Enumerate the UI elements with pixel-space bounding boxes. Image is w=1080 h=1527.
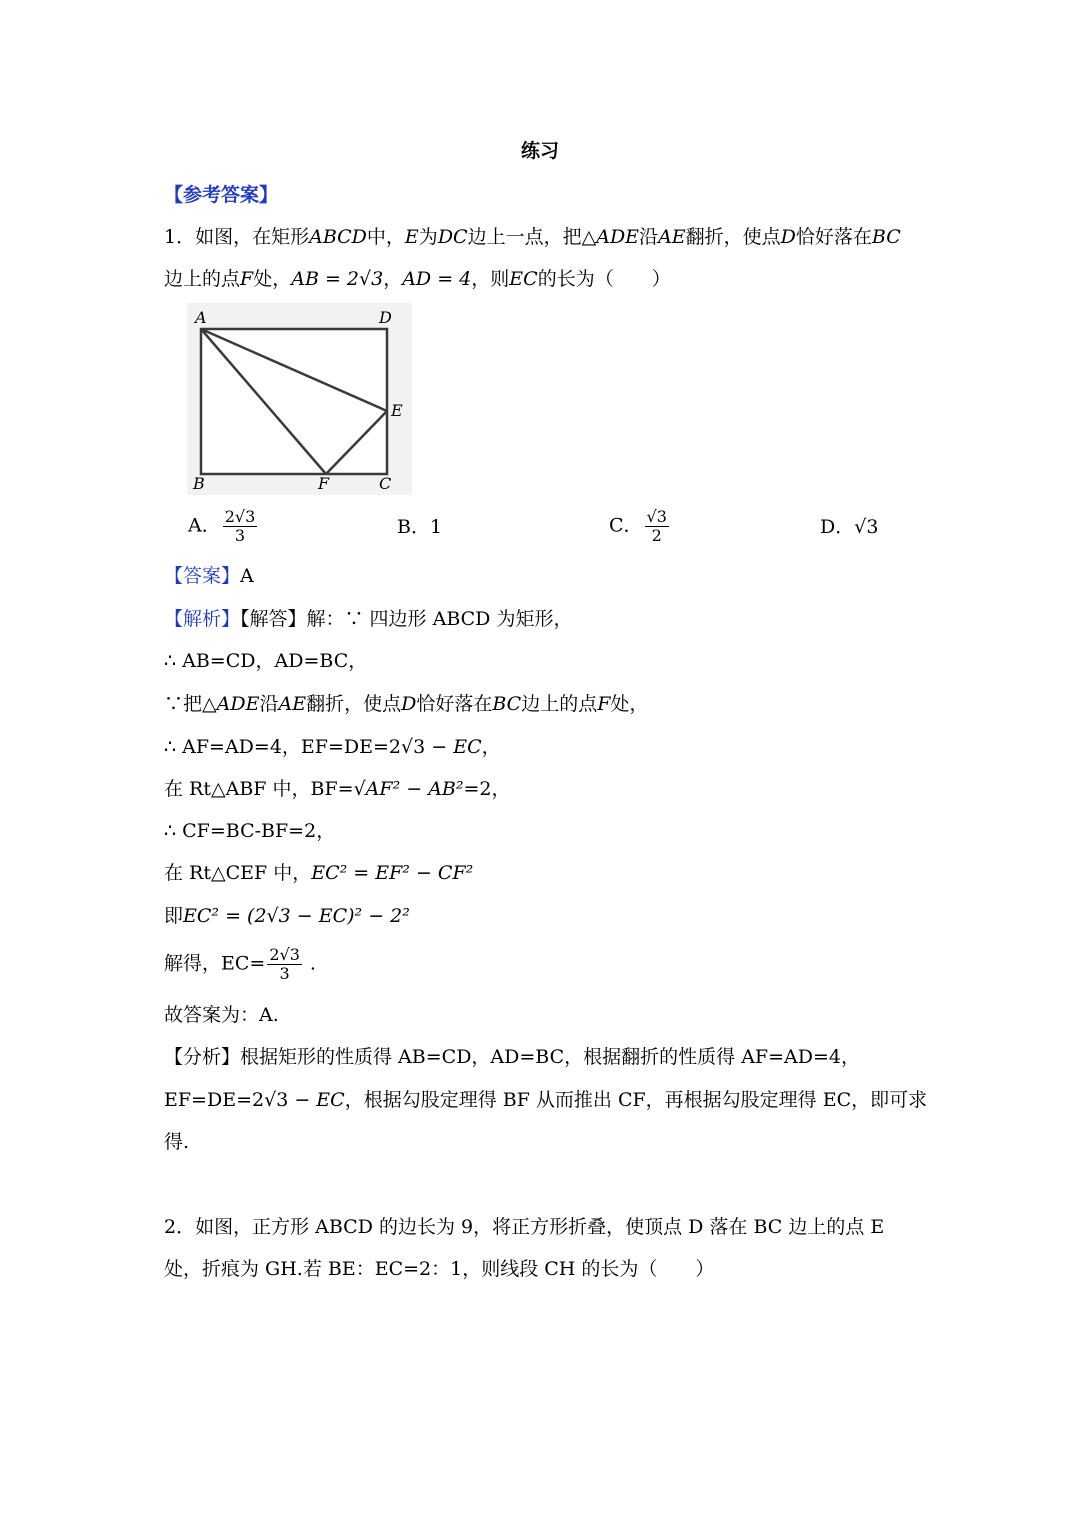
solution-line-2: ∴ AB=CD，AD=BC，: [164, 650, 368, 672]
solution-line-8: 即EC² = (2√3 − EC)² − 2²: [164, 905, 410, 927]
page-title: 练习: [520, 140, 559, 162]
solution-line-5: 在 Rt△ABF 中，BF=√AF² − AB²=2，: [164, 778, 511, 800]
option-a-fraction: $\frac{2√3}{3}$: [224, 507, 256, 545]
option-a[interactable]: A． $\frac{2√3}{3}$: [188, 507, 256, 545]
q2-line2: 处，折痕为 GH.若 BE：EC=2：1，则线段 CH 的长为（ ）: [164, 1258, 715, 1280]
q1-line1: 1．如图，在矩形ABCD中，E为DC边上一点，把△ADE沿AE翻折，使点D恰好落在BC: [164, 226, 901, 248]
q1-figure: [187, 303, 412, 495]
label-c: C: [379, 474, 392, 493]
solution-line-4: ∴ AF=AD=4，EF=DE=2√3 − EC，: [164, 736, 501, 758]
answer-value: A: [240, 565, 254, 587]
solution-line-9: 解得，EC= $\frac{2√3}{3}$ .: [164, 945, 316, 983]
analysis-line-1: 【分析】根据矩形的性质得 AB=CD，AD=BC，根据翻折的性质得 AF=AD=4，: [164, 1046, 860, 1068]
solution-line-3: ∵把△ADE沿AE翻折，使点D恰好落在BC边上的点F处，: [164, 693, 649, 715]
option-c[interactable]: C． $\frac{√3}{2}$: [609, 507, 667, 545]
option-c-fraction: $\frac{√3}{2}$: [646, 507, 667, 545]
solution-line-7: 在 Rt△CEF 中，EC² = EF² − CF²: [164, 862, 474, 884]
solution-line-6: ∴ CF=BC-BF=2，: [164, 820, 336, 842]
analysis-line-2: EF=DE=2√3 − EC，根据勾股定理得 BF 从而推出 CF，再根据勾股定理得 EC，即可求: [164, 1089, 928, 1111]
option-b[interactable]: B．1: [397, 516, 443, 538]
label-b: B: [193, 474, 205, 493]
reference-answer-header: 【参考答案】: [164, 184, 279, 206]
label-d: D: [379, 308, 392, 327]
solution-ec-fraction: $\frac{2√3}{3}$: [269, 945, 300, 983]
solution-label: 【解析】: [164, 608, 241, 630]
analysis-label: 【分析】: [164, 1046, 241, 1068]
label-e: E: [391, 401, 403, 420]
analysis-line-3: 得.: [164, 1131, 190, 1153]
answer-line: [164, 567, 254, 586]
label-a: A: [195, 308, 207, 327]
label-f: F: [318, 474, 330, 493]
rectangle-abcd: [201, 329, 387, 474]
answer-label: 【答案】: [164, 565, 241, 587]
q1-line2: 边上的点F处，AB = 2√3，AD = 4，则EC的长为（ ）: [164, 268, 671, 290]
q2-line1: 2．如图，正方形 ABCD 的边长为 9，将正方形折叠，使顶点 D 落在 BC 边上的点 E: [164, 1216, 885, 1238]
solution-line-1: 【解析】【解答】解：∵ 四边形 ABCD 为矩形，: [164, 608, 573, 630]
option-d[interactable]: D．√3: [820, 516, 879, 538]
solution-line-10: 故答案为：A.: [164, 1004, 279, 1026]
